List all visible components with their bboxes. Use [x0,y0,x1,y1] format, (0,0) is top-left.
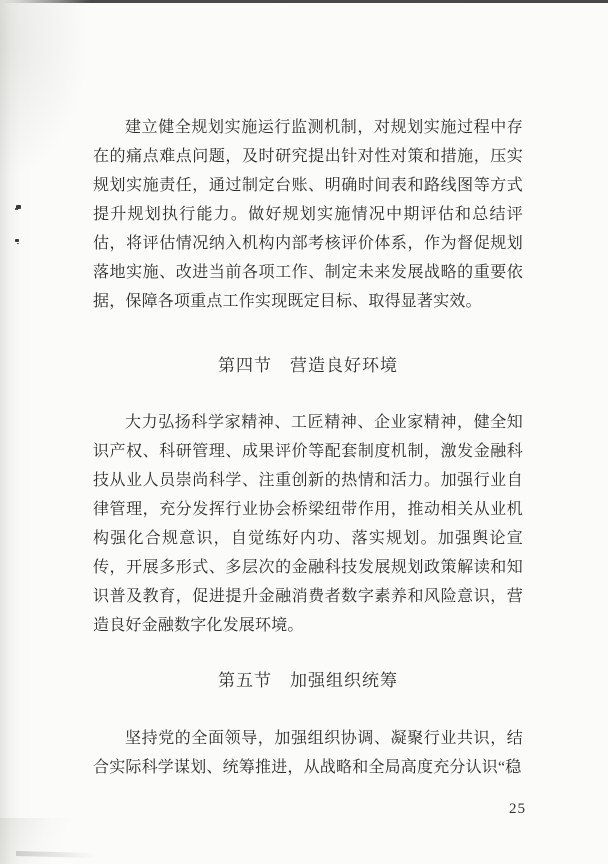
paragraph-implementation-monitoring: 建立健全规划实施运行监测机制，对规划实施过程中存在的痛点难点问题，及时研究提出针对性对策和措施，压实规划实施责任，通过制定台账、明确时间表和路线图等方式提升规划执行能力。做好规划实施情况中期评估和总结评估，将评估情况纳入机构内部考核评价体系，作为督促规划落地实施、改进当前各项工作、制定未来发展战略的重要依据，保障各项重点工作实现既定目标、取得显著实效。 [93,119,523,310]
ink-speck [15,239,19,242]
paragraph-environment: 大力弘扬科学家精神、工匠精神、企业家精神，健全知识产权、科研管理、成果评价等配套制度机制，激发金融科技从业人员崇尚科学、注重创新的热情和活力。加强行业自律管理，充分发挥行业协会桥梁纽带作用，推动相关从业机构强化合规意识，自觉练好内功、落实规划。加强舆论宣传，开展多形式、多层次的金融科技发展规划政策解读和知识普及教育，促进提升金融消费者数字素养和风险意识，营造良好金融数字化发展环境。 [93,414,523,634]
document-body [93,113,523,782]
scan-top-edge-line [0,0,608,3]
paragraph-organization: 坚持党的全面领导，加强组织协调、凝聚行业共识，结合实际科学谋划、统筹推进，从战略和全局高度充分认识“稳 [93,730,523,776]
section-heading-4: 第四节 营造良好环境 [218,356,398,375]
section-heading-5: 第五节 加强组织统筹 [218,671,398,690]
page-number: 25 [509,801,526,817]
scan-topleft-shadow [0,0,90,180]
ink-speck [16,205,21,209]
